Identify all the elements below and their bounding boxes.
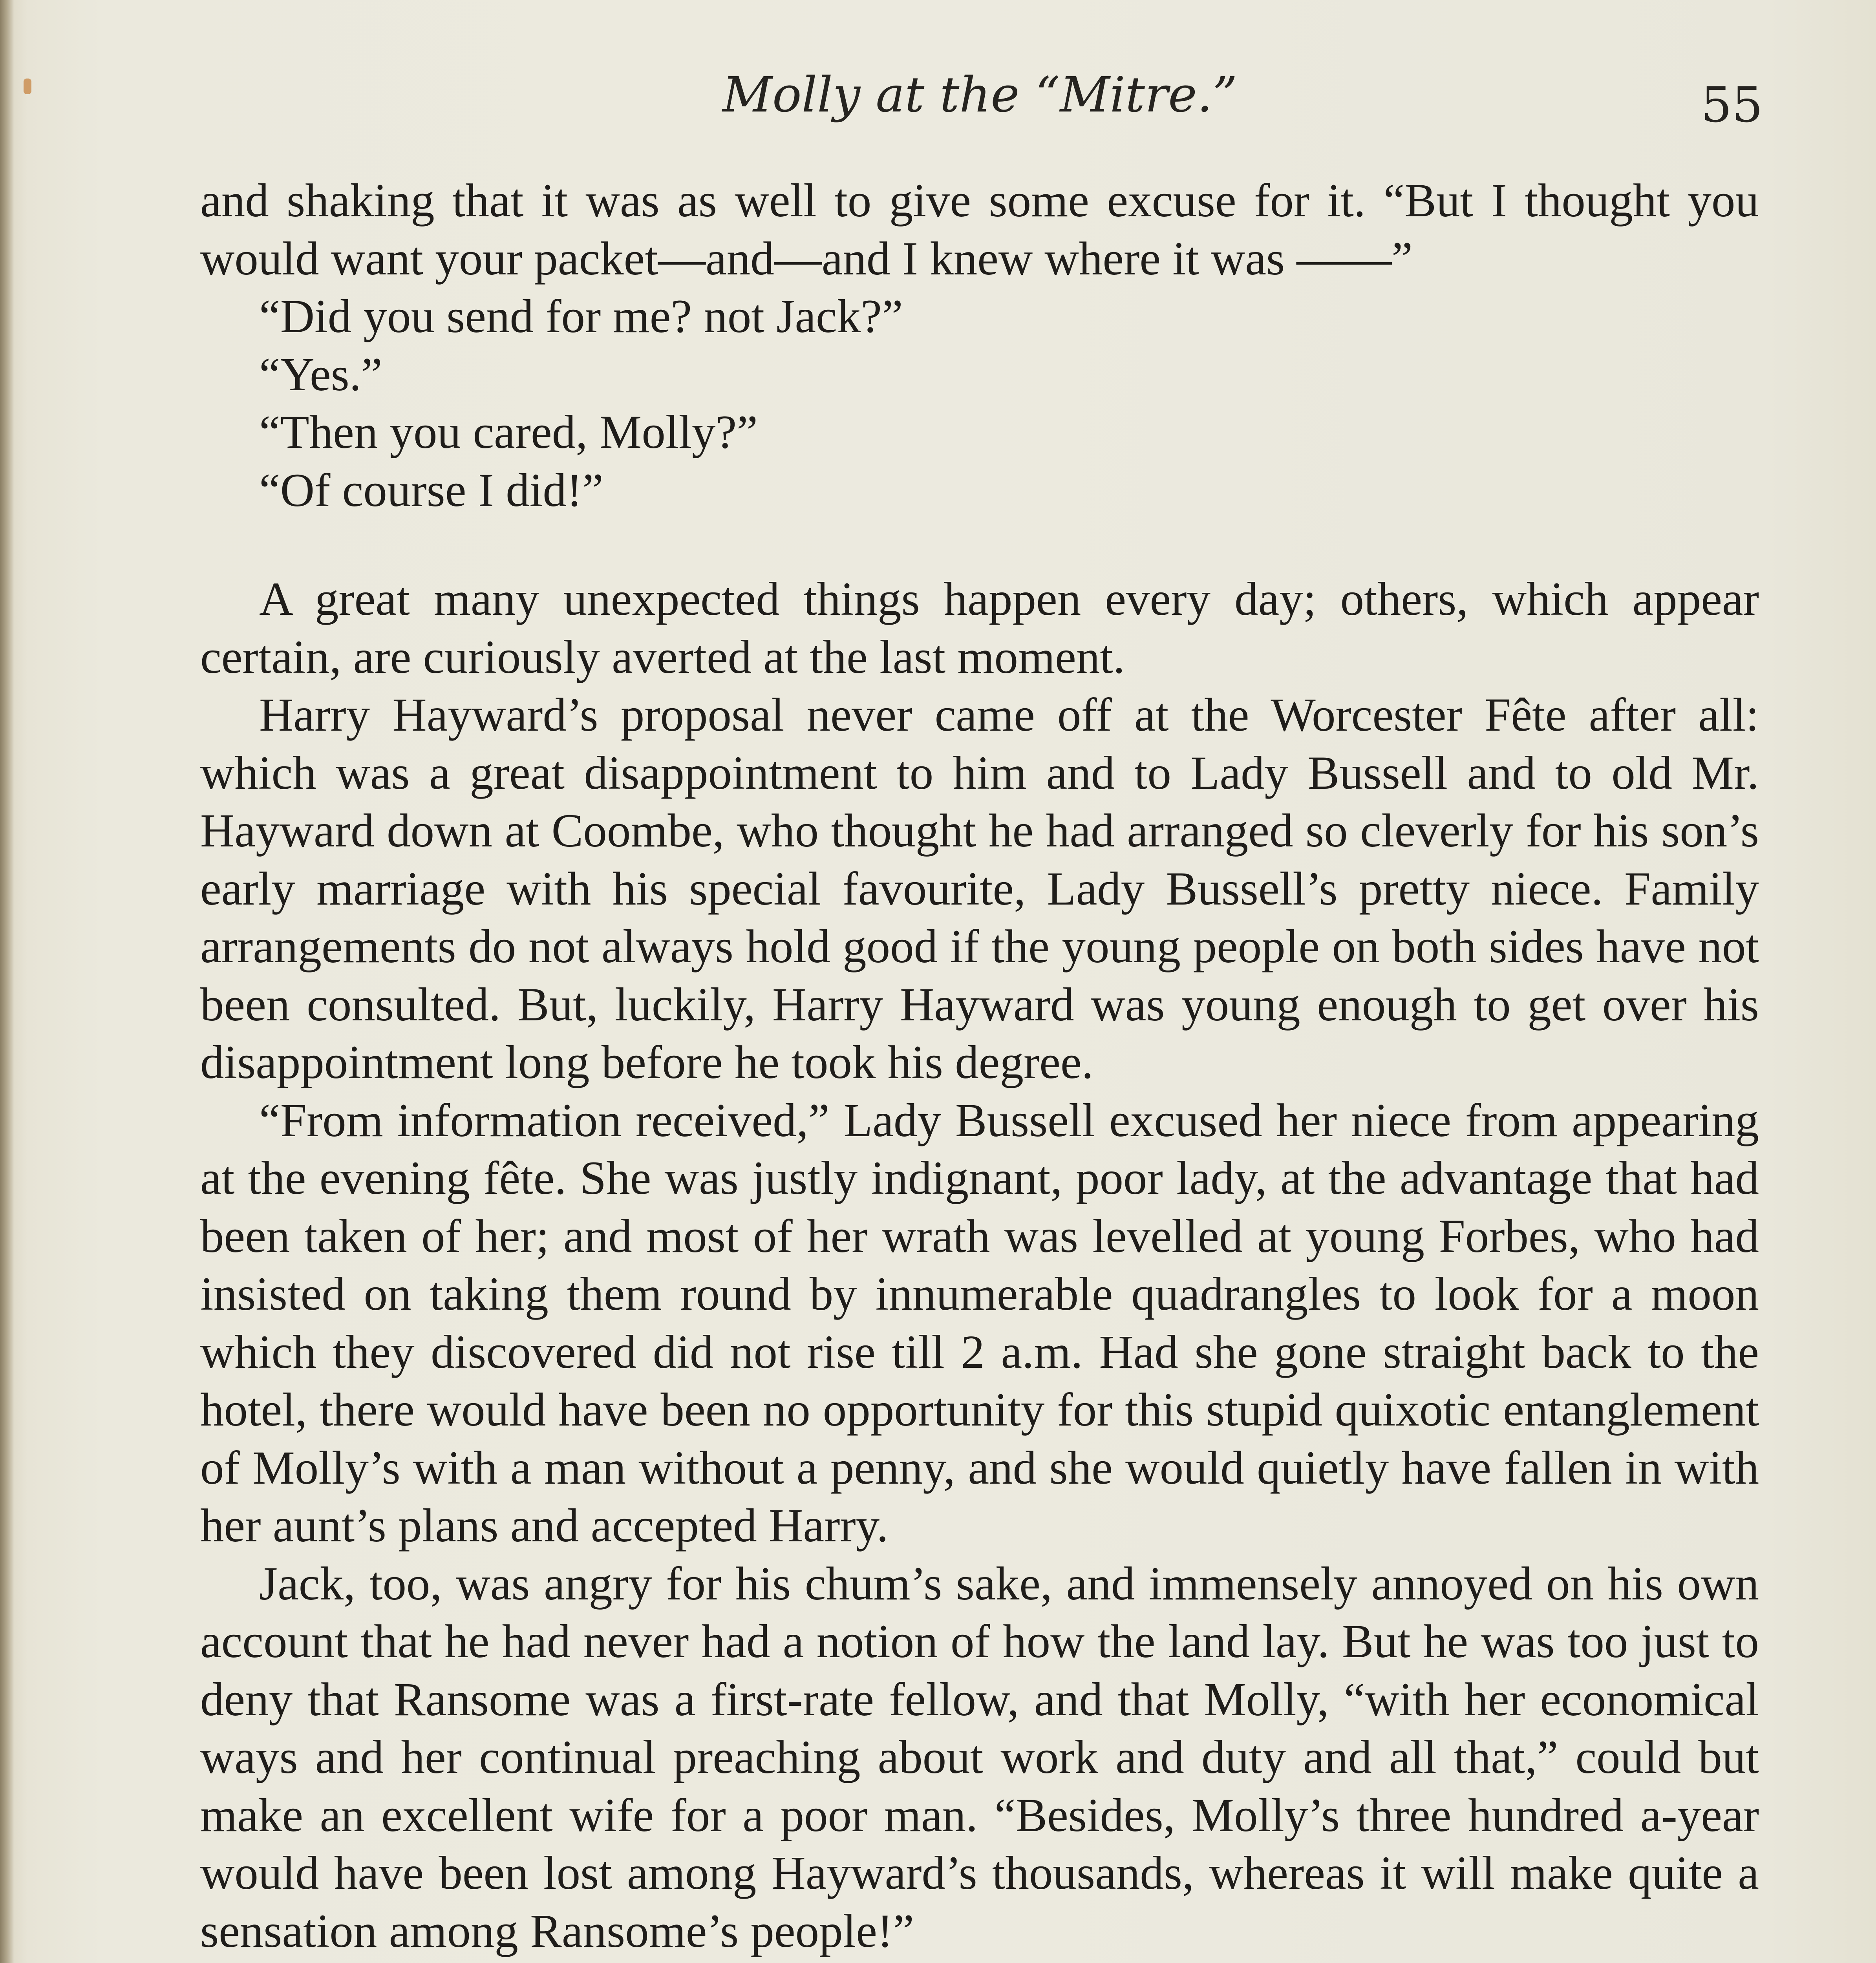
- paragraph: “From information received,” Lady Bussell excused her niece from appearing at the evening fête. She was justly indignant, poor lady, at the advantage that had been taken of her; and most of her wrath was levelled at young Forbes, who had insisted on taking them round by innumerable quadrangles to look for a moon which they discovered did not rise till 2 a.m. Had she gone straight back to the hotel, there would have been no opportunity for this stupid quixotic entanglement of Molly’s with a man without a penny, and she would quietly have fallen in with her aunt’s plans and accepted Harry.: [200, 1094, 1759, 1552]
- section-break: [200, 519, 1759, 570]
- page-number: 55: [1701, 77, 1763, 133]
- paragraph-continuation: and shaking that it was as well to give some excuse for it. “But I thought you would want your packet—and—and I knew where it was ——”: [200, 174, 1759, 285]
- page-spine-shadow: [0, 0, 14, 1963]
- paragraph: Harry Hayward’s proposal never came off at the Worcester Fête after all: which was a great disappointment to him and to Lady Bussell and to old Mr. Hayward down at Coombe, who thought he had arranged so cleverly for his son’s early marriage with his special favourite, Lady Bussell’s pretty niece. Family arrangements do not always hold good if the young people on both sides have not been consulted. But, luckily, Harry Hayward was young enough to get over his disappointment long before he took his degree.: [200, 689, 1759, 1089]
- paragraph: A great many unexpected things happen every day; others, which appear certain, are curiously averted at the last moment.: [200, 573, 1759, 684]
- dialogue-line: “Did you send for me? not Jack?”: [259, 290, 903, 343]
- paragraph: Jack, too, was angry for his chum’s sake, and immensely annoyed on his own account that he had never had a notion of how the land lay. But he was too just to deny that Ransome was a first-rate fellow, and that Molly, “with her economical ways and her continual preaching about work and duty and all that,” could but make an excellent wife for a poor man. “Besides, Molly’s three hundred a-year would have been lost among Hayward’s thousands, whereas it will make quite a sensation among Ransome’s people!”: [200, 1557, 1759, 1958]
- dialogue-line: “Yes.”: [259, 348, 382, 401]
- running-title: Molly at the “Mitre.”: [722, 67, 1238, 123]
- page-header: [192, 63, 1763, 141]
- dialogue-line: “Then you cared, Molly?”: [259, 406, 758, 459]
- paragraph: [200, 1960, 1759, 1963]
- margin-stain: [24, 79, 31, 94]
- body-text: [200, 172, 1759, 1963]
- dialogue-line: “Of course I did!”: [259, 464, 603, 517]
